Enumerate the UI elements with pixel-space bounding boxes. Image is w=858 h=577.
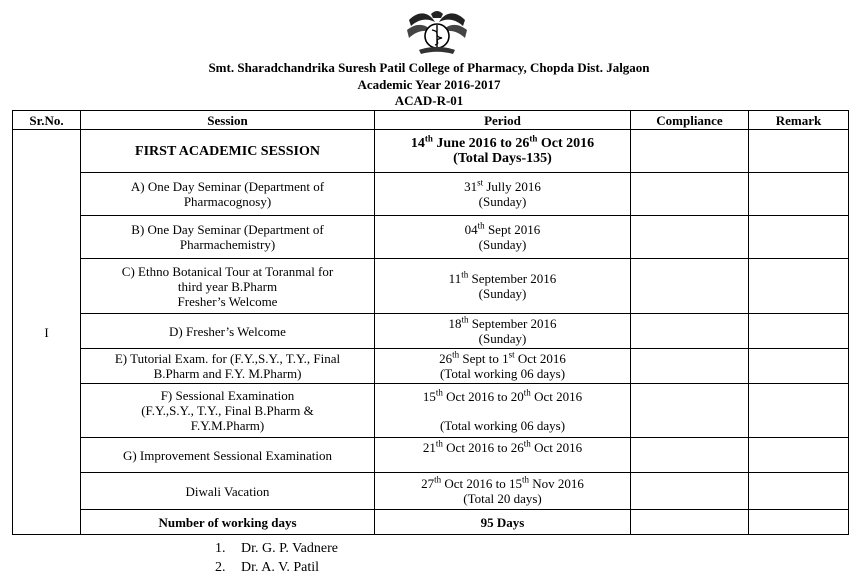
table-row [13, 216, 849, 259]
period-cell [375, 438, 631, 473]
period-note: (Total Days-135) [453, 151, 552, 166]
period-suffix: th [461, 314, 469, 325]
period-note: (Sunday) [478, 286, 527, 301]
signatory-number: 2. [215, 560, 226, 575]
remark-cell [749, 473, 849, 510]
session-line: D) Fresher’s Welcome [169, 323, 286, 339]
column-header-period: Period [375, 111, 631, 130]
period-day: 04 [464, 222, 478, 237]
remark-cell [749, 130, 849, 173]
period-day: 15 [422, 388, 436, 404]
period-cell [375, 349, 631, 384]
period-text: Jully 2016 [483, 179, 541, 194]
period-text: Sept 2016 [484, 222, 541, 237]
column-header-remark: Remark [749, 111, 849, 130]
period-cell [375, 259, 631, 314]
session-line: E) Tutorial Exam. for (F.Y.,S.Y., T.Y., Final [114, 351, 341, 366]
period-suffix: th [523, 438, 531, 449]
signatory-item [215, 558, 338, 577]
period-suffix: th [523, 387, 531, 398]
table-row [13, 438, 849, 473]
table-row [13, 259, 849, 314]
compliance-cell [631, 314, 749, 349]
period-text: Oct 2016 to 26 [442, 440, 524, 455]
table-total-row [13, 510, 849, 535]
column-header-srno: Sr.No. [13, 111, 81, 130]
period-suffix: th [424, 133, 433, 144]
column-header-compliance: Compliance [631, 111, 749, 130]
table-row [13, 173, 849, 216]
remark-cell [749, 510, 849, 535]
period-note: (Total working 06 days) [439, 366, 566, 381]
period-suffix: th [529, 133, 538, 144]
session-line: G) Improvement Sessional Examination [122, 447, 333, 463]
session-line: (F.Y.,S.Y., T.Y., Final B.Pharm & [141, 403, 314, 418]
remark-cell [749, 384, 849, 438]
signatories-list [215, 539, 338, 577]
session-cell [81, 438, 375, 473]
period-note: (Sunday) [478, 237, 527, 252]
period-suffix: th [434, 474, 442, 485]
period-day: 31 [464, 179, 478, 194]
compliance-cell [631, 473, 749, 510]
session-cell [81, 473, 375, 510]
period-suffix: th [435, 438, 443, 449]
compliance-cell [631, 438, 749, 473]
session-cell [81, 173, 375, 216]
period-cell [375, 384, 631, 438]
period-text: September 2016 [468, 316, 557, 331]
session-line: F) Sessional Examination [160, 388, 295, 403]
period-suffix: st [477, 177, 484, 188]
compliance-cell [631, 259, 749, 314]
compliance-cell [631, 510, 749, 535]
period-day: 18 [448, 316, 462, 331]
period-cell [375, 130, 631, 173]
signatory-item [215, 539, 338, 558]
session-line: third year B.Pharm [177, 278, 278, 294]
period-text: Oct 2016 [537, 136, 595, 151]
period-text: Oct 2016 to 15 [441, 476, 522, 491]
signatory-name: Dr. G. P. Vadnere [241, 541, 338, 556]
period-suffix: th [522, 474, 530, 485]
session-line: C) Ethno Botanical Tour at Toranmal for [121, 263, 334, 279]
period-cell [375, 216, 631, 259]
session-cell: FIRST ACADEMIC SESSION [81, 130, 375, 173]
period-text: Oct 2016 [530, 388, 583, 404]
college-name: Smt. Sharadchandrika Suresh Patil College of Pharmacy, Chopda Dist. Jalgaon [208, 60, 650, 75]
period-cell [375, 314, 631, 349]
remark-cell [749, 259, 849, 314]
period-note: (Total 20 days) [463, 491, 542, 506]
session-line: Pharmacognosy) [183, 194, 272, 209]
period-text: September 2016 [468, 271, 557, 286]
period-day: 11 [448, 271, 462, 286]
table-row [13, 473, 849, 510]
column-header-session: Session [81, 111, 375, 130]
table-row [13, 314, 849, 349]
period-suffix: th [461, 269, 469, 280]
period-cell [375, 173, 631, 216]
academic-calendar-table [12, 110, 849, 535]
remark-cell [749, 173, 849, 216]
period-day: 26 [439, 351, 453, 366]
session-cell [81, 216, 375, 259]
session-line: Fresher’s Welcome [177, 293, 278, 309]
academic-year: Academic Year 2016-2017 [357, 77, 501, 92]
signatory-number: 1. [215, 541, 226, 556]
period-text: Oct 2016 to 20 [442, 388, 524, 404]
compliance-cell [631, 349, 749, 384]
period-text: June 2016 to 26 [432, 136, 530, 151]
session-line: F.Y.M.Pharm) [190, 418, 265, 433]
session-cell [81, 349, 375, 384]
period-suffix: st [508, 349, 515, 360]
table-row [13, 130, 849, 173]
remark-cell [749, 216, 849, 259]
session-line: B) One Day Seminar (Department of [131, 222, 324, 237]
session-line: A) One Day Seminar (Department of [130, 179, 325, 194]
period-day: 14 [410, 136, 425, 151]
compliance-cell [631, 173, 749, 216]
total-label-cell: Number of working days [81, 510, 375, 535]
period-note: (Sunday) [478, 331, 527, 346]
period-suffix: th [452, 349, 460, 360]
period-text: Sept to 1 [459, 351, 509, 366]
total-value-cell: 95 Days [375, 510, 631, 535]
compliance-cell [631, 384, 749, 438]
remark-cell [749, 314, 849, 349]
compliance-cell [631, 216, 749, 259]
remark-cell [749, 349, 849, 384]
sr-no-cell: I [13, 130, 81, 535]
compliance-cell [631, 130, 749, 173]
session-line: Pharmachemistry) [179, 237, 276, 252]
period-day: 21 [422, 440, 436, 455]
period-cell [375, 473, 631, 510]
table-header-row [13, 111, 849, 130]
period-suffix: th [435, 387, 443, 398]
period-text: Oct 2016 [530, 440, 583, 455]
session-line: Diwali Vacation [185, 483, 270, 499]
remark-cell [749, 438, 849, 473]
period-day: 27 [421, 476, 435, 491]
period-text: Nov 2016 [529, 476, 584, 491]
table-row [13, 384, 849, 438]
period-note: (Total working 06 days) [439, 417, 566, 433]
signatory-name: Dr. A. V. Patil [241, 560, 320, 575]
period-note: (Sunday) [478, 194, 527, 209]
college-logo-emblem [405, 6, 469, 56]
document-code: ACAD-R-01 [394, 93, 464, 108]
session-cell [81, 384, 375, 438]
session-cell [81, 259, 375, 314]
session-cell [81, 314, 375, 349]
table-row [13, 349, 849, 384]
period-suffix: th [477, 220, 485, 231]
session-line: B.Pharm and F.Y. M.Pharm) [153, 366, 302, 381]
period-text: Oct 2016 [514, 351, 566, 366]
